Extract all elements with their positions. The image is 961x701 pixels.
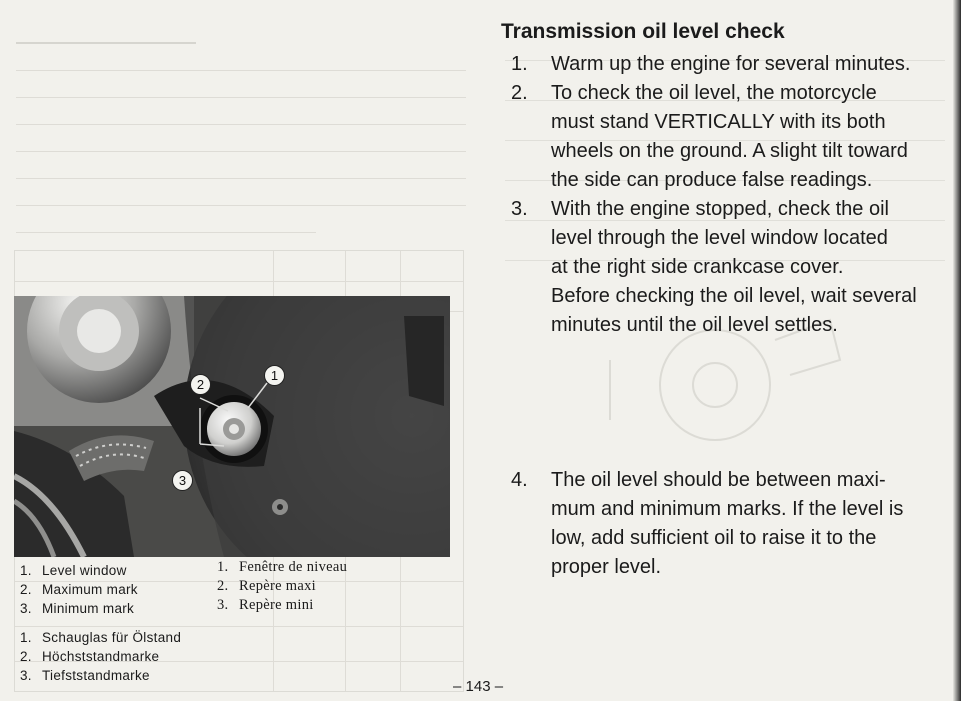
caption-de-3: 3. Tiefststandmarke xyxy=(20,668,150,683)
step-3 xyxy=(511,195,951,282)
note-text-line: minutes until the oil level settles. xyxy=(551,314,838,336)
step-text-line: the side can produce false readings. xyxy=(551,169,873,191)
step-4 xyxy=(511,466,951,582)
step-text-line: must stand VERTICALLY with its both xyxy=(551,111,886,133)
level-window-photo xyxy=(14,296,450,557)
caption-fr-3: 3. Repère mini xyxy=(217,597,314,613)
caption-fr-2: 2. Repère maxi xyxy=(217,578,316,594)
caption-de-2: 2. Höchststandmarke xyxy=(20,649,160,664)
step-number: 2. xyxy=(511,82,528,104)
note-text-line: Before checking the oil level, wait several xyxy=(551,285,917,307)
step-text-line: wheels on the ground. A slight tilt toward xyxy=(551,140,908,162)
callout-3: 3 xyxy=(172,470,193,491)
step-text-line: To check the oil level, the motorcycle xyxy=(551,82,877,104)
captions-french xyxy=(217,558,417,615)
captions-german xyxy=(20,628,220,685)
step-number: 1. xyxy=(511,53,528,75)
step-text-line: mum and minimum marks. If the level is xyxy=(551,498,904,520)
procedure-steps xyxy=(511,50,951,340)
page-edge-shadow xyxy=(953,0,961,701)
callout-1: 1 xyxy=(264,365,285,386)
step-2 xyxy=(511,79,951,195)
step-text-line: proper level. xyxy=(551,556,662,578)
step-3-note xyxy=(511,282,951,340)
callout-2: 2 xyxy=(190,374,211,395)
step-text-line: level through the level window located xyxy=(551,227,888,249)
step-text-line: Warm up the engine for several minutes. xyxy=(551,53,911,75)
section-heading: Transmission oil level check xyxy=(501,20,785,43)
reverse-page-show-through xyxy=(16,18,466,239)
caption-en-3: 3. Minimum mark xyxy=(20,601,135,616)
captions-english xyxy=(20,561,200,618)
step-text-line: at the right side crankcase cover. xyxy=(551,256,844,278)
step-number: 3. xyxy=(511,198,528,220)
step-text-line: The oil level should be between maxi- xyxy=(551,469,886,491)
step-number: 4. xyxy=(511,469,528,491)
caption-en-2: 2. Maximum mark xyxy=(20,582,138,597)
caption-fr-1: 1. Fenêtre de niveau xyxy=(217,559,348,575)
step-1 xyxy=(511,50,951,79)
crankcase-cover-illustration xyxy=(14,296,450,557)
step-text-line: low, add sufficient oil to raise it to the xyxy=(551,527,877,549)
caption-de-1: 1. Schauglas für Ölstand xyxy=(20,630,182,645)
step-text-line: With the engine stopped, check the oil xyxy=(551,198,889,220)
page-number: – 143 – xyxy=(453,678,504,695)
caption-en-1: 1. Level window xyxy=(20,563,127,578)
